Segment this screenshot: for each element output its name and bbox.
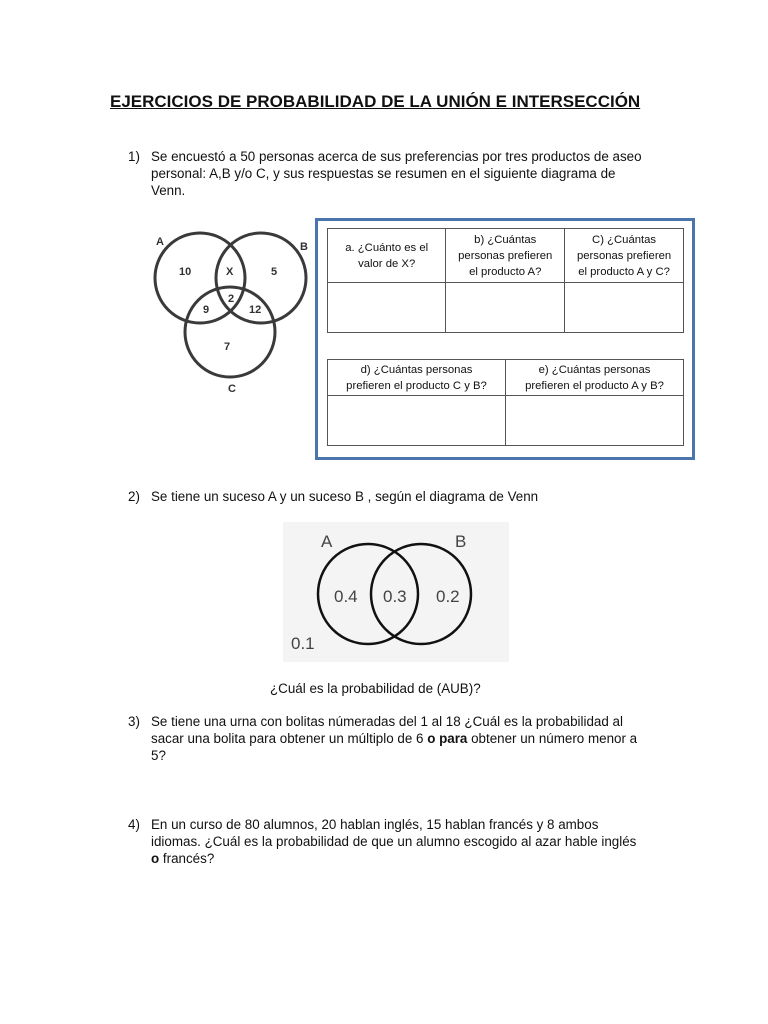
table-header-row bbox=[328, 360, 684, 396]
question-2-prompt: ¿Cuál es la probabilidad de (AUB)? bbox=[270, 681, 481, 696]
question-text-line: En un curso de 80 alumnos, 20 hablan inglés, 15 hablan francés y 8 ambos bbox=[151, 817, 599, 832]
header-line: valor de X? bbox=[358, 257, 416, 270]
table-header-cell bbox=[565, 229, 684, 283]
question-text-line: personal: A,B y/o C, y sus respuestas se resumen en el siguiente diagrama de bbox=[151, 166, 616, 181]
answer-cell[interactable] bbox=[446, 283, 565, 333]
header-line: b) ¿Cuántas bbox=[474, 233, 537, 246]
region-a-and-c: 9 bbox=[203, 304, 210, 316]
question-1 bbox=[128, 148, 688, 202]
question-text-line bbox=[151, 730, 637, 747]
question-number: 2) bbox=[128, 489, 140, 504]
question-text-line: idiomas. ¿Cuál es la probabilidad de que un alumno escogido al azar hable inglés bbox=[151, 834, 637, 849]
question-number: 4) bbox=[128, 817, 140, 832]
question-text-line: Se tiene una urna con bolitas númeradas del 1 al 18 ¿Cuál es la probabilidad al bbox=[151, 714, 623, 729]
question-text-line: 5? bbox=[151, 748, 166, 763]
set-a-label: A bbox=[156, 236, 164, 248]
header-line: personas prefieren bbox=[576, 249, 672, 262]
region-b-only: 0.2 bbox=[436, 587, 460, 606]
question-text-line: Se encuestó a 50 personas acerca de sus preferencias por tres productos de aseo bbox=[151, 149, 642, 164]
text-run: obtener un número menor a bbox=[467, 731, 638, 746]
text-run: sacar una bolita para obtener un múltiplo de 6 bbox=[151, 731, 428, 746]
answer-cell[interactable] bbox=[506, 396, 684, 446]
questions-table-2 bbox=[327, 359, 684, 446]
question-text: Se tiene un suceso A y un suceso B , según el diagrama de Venn bbox=[151, 489, 539, 504]
header-line: a. ¿Cuánto es el bbox=[345, 241, 429, 254]
answer-cell[interactable] bbox=[565, 283, 684, 333]
text-run: francés? bbox=[159, 851, 215, 866]
question-text bbox=[151, 148, 642, 199]
header-line: d) ¿Cuántas personas bbox=[360, 363, 473, 376]
header-line: C) ¿Cuántas bbox=[592, 233, 657, 246]
region-a-and-b: 0.3 bbox=[383, 587, 407, 606]
table-answer-row bbox=[328, 396, 684, 446]
header-line: e) ¿Cuántas personas bbox=[538, 363, 651, 376]
question-number: 3) bbox=[128, 714, 140, 729]
questions-box bbox=[315, 218, 695, 460]
region-c-only: 7 bbox=[224, 341, 231, 353]
region-a-only: 0.4 bbox=[334, 587, 358, 606]
answer-cell[interactable] bbox=[328, 396, 506, 446]
table-header-cell bbox=[328, 360, 506, 396]
header-line: prefieren el producto C y B? bbox=[346, 379, 487, 392]
header-line: personas prefieren bbox=[458, 249, 553, 262]
question-text-line: Venn. bbox=[151, 183, 186, 198]
question-text bbox=[151, 713, 637, 764]
page-title: EJERCICIOS DE PROBABILIDAD DE LA UNIÓN E INTERSECCIÓN bbox=[110, 92, 641, 111]
set-c-label: C bbox=[228, 383, 236, 395]
question-text-line bbox=[151, 850, 636, 867]
question-text bbox=[151, 816, 636, 867]
header-line: el producto A? bbox=[469, 265, 542, 278]
question-2 bbox=[128, 488, 688, 506]
region-b-only: 5 bbox=[271, 266, 278, 278]
region-b-and-c: 12 bbox=[249, 304, 262, 316]
table-header-cell bbox=[506, 360, 684, 396]
table-header-row bbox=[328, 229, 684, 283]
venn-diagram-two-sets bbox=[283, 522, 509, 662]
questions-table-1 bbox=[327, 228, 684, 333]
table-header-cell bbox=[446, 229, 565, 283]
header-line: prefieren el producto A y B? bbox=[525, 379, 664, 392]
region-a-b-c: 2 bbox=[228, 293, 235, 305]
table-answer-row bbox=[328, 283, 684, 333]
question-3 bbox=[128, 713, 688, 767]
question-number: 1) bbox=[128, 149, 140, 164]
answer-cell[interactable] bbox=[328, 283, 446, 333]
set-b-label: B bbox=[455, 532, 467, 551]
set-b-label: B bbox=[300, 241, 308, 253]
venn-diagram-three-sets bbox=[148, 228, 318, 398]
emphasis-text: o para bbox=[427, 731, 468, 746]
region-a-only: 10 bbox=[179, 266, 192, 278]
header-line: el producto A y C? bbox=[578, 265, 670, 278]
set-a-circle bbox=[155, 233, 245, 323]
emphasis-text: o bbox=[151, 851, 160, 866]
set-a-label: A bbox=[321, 532, 333, 551]
region-outside: 0.1 bbox=[291, 634, 315, 653]
region-a-and-b: X bbox=[226, 266, 234, 278]
question-4 bbox=[128, 816, 688, 870]
table-header-cell bbox=[328, 229, 446, 283]
